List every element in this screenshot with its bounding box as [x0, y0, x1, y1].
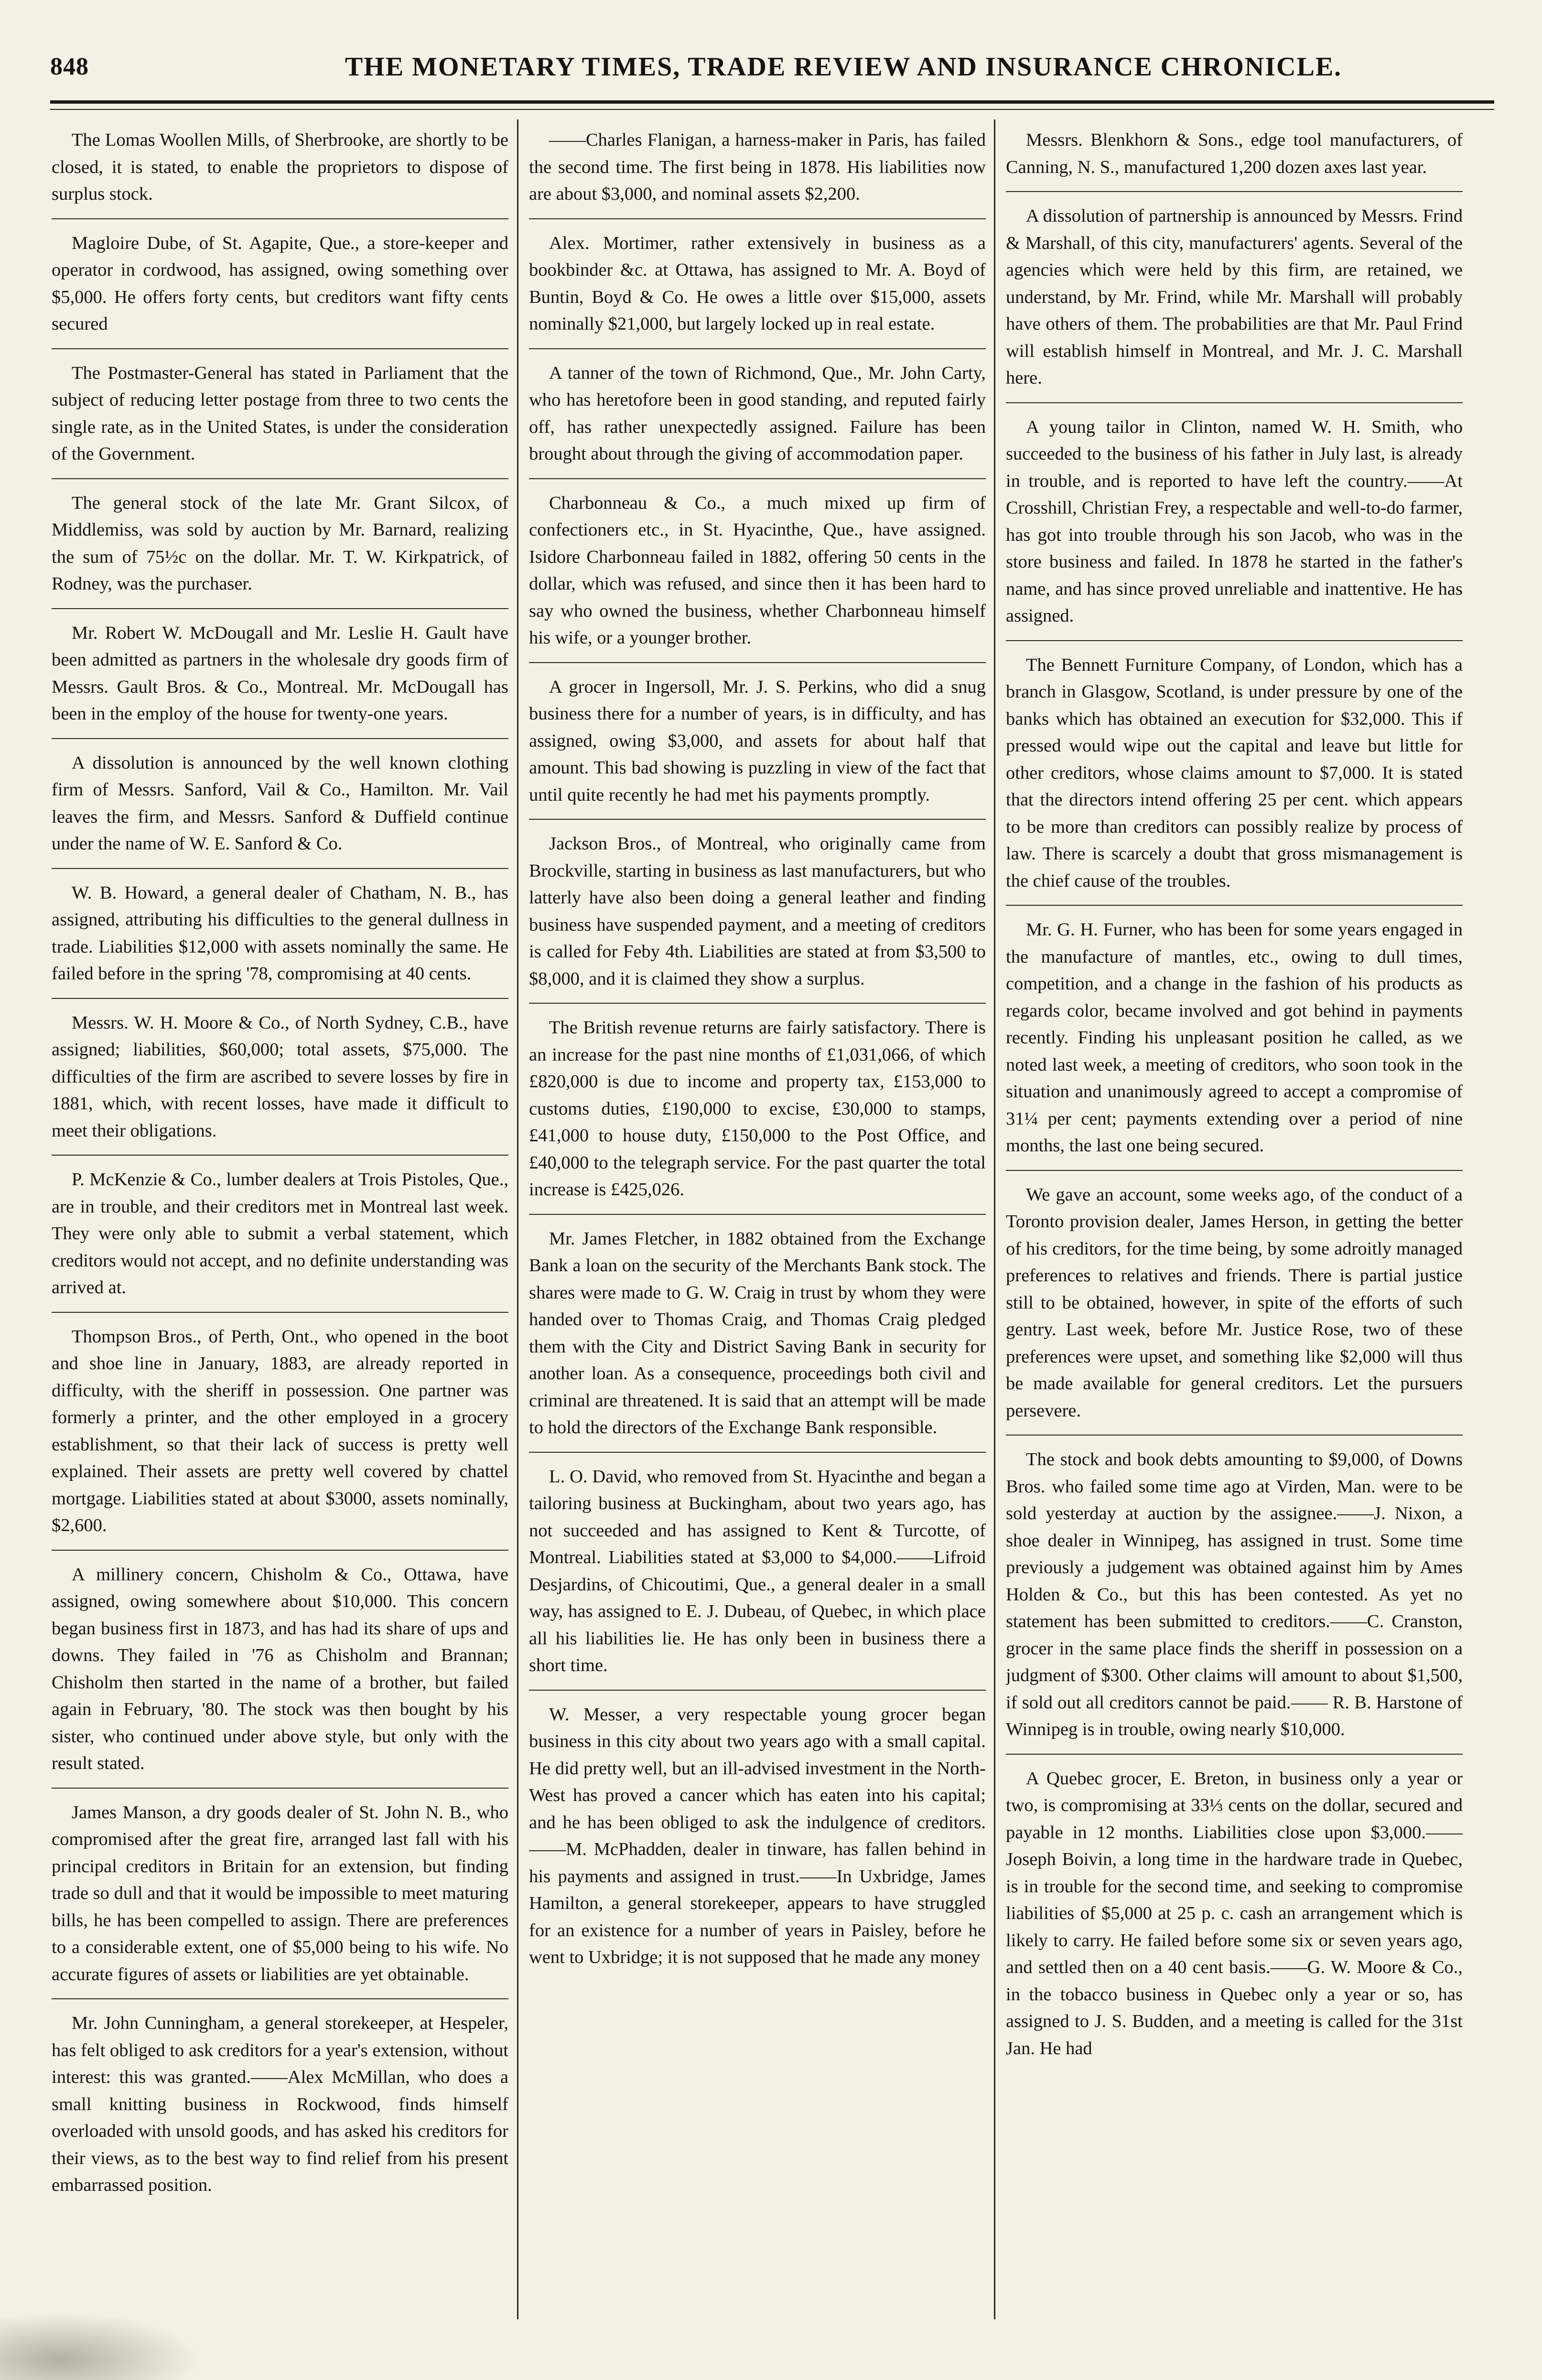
page-smudge	[0, 2312, 201, 2380]
paragraph-separator	[52, 218, 508, 219]
column-1	[52, 127, 508, 2315]
paragraph-separator	[52, 1788, 508, 1789]
running-title: THE MONETARY TIMES, TRADE REVIEW AND INSURANCE CHRONICLE.	[345, 52, 1342, 82]
article-paragraph: Mr. Robert W. McDougall and Mr. Leslie H. Gault have been admitted as partners in the wholesale dry goods firm of Messrs. Gault Bros. & Co., Montreal. Mr. McDougall has been in the employ of the house for twenty-one years.	[52, 622, 508, 724]
article-paragraph: A Quebec grocer, E. Breton, in business only a year or two, is compromising at 33⅓ cents on the dollar, secured and payable in 12 months. Liabilities close upon $3,000.——Joseph Boivin, a long time in the hardware trade in Quebec, is in trouble for the second time, and seeking to compromise liabilities of $5,000 at 25 p. c. cash an arrangement which is likely to carry. He failed before some six or seven years ago, and settled then on a 40 cent basis.——G. W. Moore & Co., in the tobacco business in Quebec only a year or so, has assigned to J. S. Budden, and a meeting is called for the 31st Jan. He had	[1006, 1768, 1463, 2058]
article-paragraph: The British revenue returns are fairly satisfactory. There is an increase for the past nine months of £1,031,066, of which £820,000 is due to income and property tax, £153,000 to customs duties, £190,000 to excise, £30,000 to stamps, £41,000 to house duty, £150,000 to the Post Office, and £40,000 to the telegraph service. For the past quarter the total increase is £425,026.	[529, 1018, 986, 1200]
article-paragraph: Magloire Dube, of St. Agapite, Que., a store-keeper and operator in cordwood, has assigned, owing something over $5,000. He offers forty cents, but creditors want fifty cents secured	[52, 233, 508, 334]
article-paragraph: L. O. David, who removed from St. Hyacinthe and began a tailoring business at Buckingham, about two years ago, has not succeeded and has assigned to Kent & Turcotte, of Montreal. Liabilities stated at $3,000 to $4,000.——Lifroid Desjardins, of Chicoutimi, Que., a general dealer in a small way, has assigned to E. J. Dubeau, of Quebec, in which place all his liabilities lie. He has only been in business there a short time.	[529, 1466, 986, 1675]
article-paragraph: Mr. G. H. Furner, who has been for some years engaged in the manufacture of mantles, etc., owing to dull times, competition, and a change in the fashion of his products as regards color, became involved and got behind in payments recently. Finding his unpleasant position he called, as we noted last week, a meeting of creditors, who soon took in the situation and unanimously agreed to accept a compromise of 31¼ per cent; payments extending over a period of nine months, the last one being secured.	[1006, 920, 1463, 1156]
paragraph-separator	[52, 1550, 508, 1551]
paragraph-separator	[52, 868, 508, 869]
article-paragraph: Thompson Bros., of Perth, Ont., who opened in the boot and shoe line in January, 1883, are already reported in difficulty, with the sheriff in possession. One partner was formerly a printer, and the other employed in a grocery establishment, so that their lack of success is pretty well explained. Their assets are pretty well covered by chattel mortgage. Liabilities stated at about $3000, assets nominally, $2,600.	[52, 1326, 508, 1535]
article-paragraph: W. Messer, a very respectable young grocer began business in this city about two years ago with a small capital. He did pretty well, but an ill-advised investment in the North-West has proved a cancer which has eaten into his capital; and he has been obliged to ask the indulgence of creditors. ——M. McPhadden, dealer in tinware, has fallen behind in his payments and assigned in trust.——In Uxbridge, James Hamilton, a general storekeeper, appears to have struggled for an existence for a number of years in Paisley, before he went to Uxbridge; it is not supposed that he made any money	[529, 1704, 986, 1967]
paragraph-separator	[1006, 1435, 1463, 1436]
article-paragraph: Messrs. Blenkhorn & Sons., edge tool manufacturers, of Canning, N. S., manufactured 1,200 dozen axes last year.	[1006, 130, 1463, 177]
paragraph-separator	[529, 348, 986, 349]
paragraph-separator	[52, 348, 508, 349]
paragraph-separator	[1006, 905, 1463, 906]
page-number: 848	[50, 53, 89, 80]
paragraph-separator	[52, 998, 508, 999]
paragraph-separator	[529, 478, 986, 479]
article-paragraph: Jackson Bros., of Montreal, who originally came from Brockville, starting in business as last manufacturers, but who latterly have also been doing a general leather and finding business have suspended payment, and a meeting of creditors is called for Feby 4th. Liabilities are stated at from $3,500 to $8,000, and it is claimed they show a surplus.	[529, 834, 986, 989]
paragraph-separator	[529, 1003, 986, 1004]
paragraph-separator	[1006, 402, 1463, 403]
article-paragraph: A dissolution is announced by the well known clothing firm of Messrs. Sanford, Vail & Co., Hamilton. Mr. Vail leaves the firm, and Messrs. Sanford & Duffield continue under the name of W. E. Sanford & Co.	[52, 752, 508, 854]
article-paragraph: Charbonneau & Co., a much mixed up firm of confectioners etc., in St. Hyacinthe, Que., have assigned. Isidore Charbonneau failed in 1882, offering 50 cents in the dollar, which was refused, and since then it has been hard to say who owned the business, whether Charbonneau himself his wife, or a younger brother.	[529, 493, 986, 648]
paragraph-separator	[529, 819, 986, 820]
paragraph-separator	[52, 1998, 508, 1999]
article-paragraph: James Manson, a dry goods dealer of St. John N. B., who compromised after the great fire, arranged last fall with his principal creditors in Britain for an extension, but finding trade so dull and that it would be impossible to meet maturing bills, he has been compelled to assign. There are preferences to a considerable extent, one of $5,000 being to his wife. No accurate figures of assets or liabilities are yet obtainable.	[52, 1802, 508, 1984]
paragraph-separator	[529, 1452, 986, 1453]
article-paragraph: We gave an account, some weeks ago, of the conduct of a Toronto provision dealer, James Herson, in getting the better of his creditors, for the time being, by some adroitly managed preferences to relatives and friends. There is partial justice still to be obtained, however, in spite of the efforts of such gentry. Last week, before Mr. Justice Rose, two of these preferences were upset, and something like $2,000 will thus be made available for general creditors. Let the pursuers persevere.	[1006, 1184, 1463, 1421]
column-rule-1	[517, 119, 518, 2319]
header-rule-thin	[50, 109, 1494, 110]
column-rule-2	[994, 119, 995, 2319]
column-3	[1006, 127, 1463, 2315]
header-rule-thick	[50, 100, 1494, 104]
article-paragraph: The Postmaster-General has stated in Parliament that the subject of reducing letter postage from three to two cents the single rate, as in the United States, is under the consideration of the Government.	[52, 363, 508, 464]
article-paragraph: Messrs. W. H. Moore & Co., of North Sydney, C.B., have assigned; liabilities, $60,000; total assets, $75,000. The difficulties of the firm are ascribed to severe losses by fire in 1881, which, with recent losses, have made it difficult to meet their obligations.	[52, 1012, 508, 1141]
paragraph-separator	[52, 478, 508, 479]
article-paragraph: A grocer in Ingersoll, Mr. J. S. Perkins, who did a snug business there for a number of years, is in difficulty, and has assigned, owing $3,000, and assets for about half that amount. This bad showing is puzzling in view of the fact that until quite recently he had met his payments promptly.	[529, 676, 986, 805]
article-paragraph: Mr. James Fletcher, in 1882 obtained from the Exchange Bank a loan on the security of the Merchants Bank stock. The shares were made to G. W. Craig in trust by whom they were handed over to Thomas Craig, and Thomas Craig pledged them with the City and District Saving Bank in security for another loan. As a consequence, proceedings both civil and criminal are threatened. It is said that an attempt will be made to hold the directors of the Exchange Bank responsible.	[529, 1228, 986, 1437]
article-paragraph: The general stock of the late Mr. Grant Silcox, of Middlemiss, was sold by auction by Mr. Barnard, realizing the sum of 75½c on the dollar. Mr. T. W. Kirkpatrick, of Rodney, was the purchaser.	[52, 493, 508, 594]
article-paragraph: ——Charles Flanigan, a harness-maker in Paris, has failed the second time. The first being in 1878. His liabilities now are about $3,000, and nominal assets $2,200.	[529, 130, 986, 204]
paragraph-separator	[529, 662, 986, 663]
paragraph-separator	[52, 608, 508, 609]
article-paragraph: Mr. John Cunningham, a general storekeeper, at Hespeler, has felt obliged to ask creditors for a year's extension, without interest: this was granted.——Alex McMillan, who does a small knitting business in Rockwood, finds himself overloaded with unsold goods, and has asked his creditors for their views, as to the best way to find relief from his present embarrassed position.	[52, 2013, 508, 2195]
article-paragraph: Alex. Mortimer, rather extensively in business as a bookbinder &c. at Ottawa, has assigned to Mr. A. Boyd of Buntin, Boyd & Co. He owes a little over $15,000, assets nominally $21,000, but largely locked up in real estate.	[529, 233, 986, 334]
column-2	[529, 127, 986, 2315]
paragraph-separator	[52, 738, 508, 739]
paragraph-separator	[52, 1312, 508, 1313]
paragraph-separator	[1006, 1170, 1463, 1171]
article-paragraph: P. McKenzie & Co., lumber dealers at Trois Pistoles, Que., are in trouble, and their creditors met in Montreal last week. They were only able to submit a verbal statement, which creditors would not accept, and no definite understanding was arrived at.	[52, 1169, 508, 1297]
paragraph-separator	[52, 1155, 508, 1156]
paragraph-separator	[1006, 640, 1463, 641]
article-paragraph: The Lomas Woollen Mills, of Sherbrooke, are shortly to be closed, it is stated, to enable the proprietors to dispose of surplus stock.	[52, 130, 508, 204]
article-paragraph: A young tailor in Clinton, named W. H. Smith, who succeeded to the business of his father in July last, is already in trouble, and is reported to have left the country.——At Crosshill, Christian Frey, a respectable and well-to-do farmer, has got into trouble through his son Jacob, who was in the store business and failed. In 1878 he started in the father's name, and has since proved unreliable and inattentive. He has assigned.	[1006, 417, 1463, 626]
article-paragraph: W. B. Howard, a general dealer of Chatham, N. B., has assigned, attributing his difficulties to the general dullness in trade. Liabilities $12,000 with assets nominally the same. He failed before in the spring '78, compromising at 40 cents.	[52, 882, 508, 984]
paragraph-separator	[1006, 1754, 1463, 1755]
article-paragraph: The Bennett Furniture Company, of London, which has a branch in Glasgow, Scotland, is under pressure by one of the banks which has obtained an execution for $32,000. This if pressed would wipe out the capital and leave but little for other creditors, whose claims amount to $7,000. It is stated that the directors intend offering 25 per cent. which appears to be more than creditors can possibly realize by process of law. There is scarcely a doubt that gross mismanagement is the chief cause of the troubles.	[1006, 654, 1463, 891]
paragraph-separator	[529, 1214, 986, 1215]
paragraph-separator	[529, 218, 986, 219]
article-paragraph: The stock and book debts amounting to $9,000, of Downs Bros. who failed some time ago at Virden, Man. were to be sold yesterday at auction by the assignee.——J. Nixon, a shoe dealer in Winnipeg, has assigned in trust. Some time previously a judgement was obtained against him by Ames Holden & Co., but this has been contested. As yet no statement has been submitted to creditors.——C. Cranston, grocer in the same place finds the sheriff in possession on a judgment of $300. Other claims will amount to about $1,500, if sold out all creditors cannot be paid.—— R. B. Harstone of Winnipeg is in trouble, owing nearly $10,000.	[1006, 1449, 1463, 1739]
article-paragraph: A millinery concern, Chisholm & Co., Ottawa, have assigned, owing somewhere about $10,000. This concern began business first in 1873, and has had its share of ups and downs. They failed in '76 as Chisholm and Brannan; Chisholm then started in the name of a brother, but failed again in February, '80. The stock was then bought by his sister, who continued under above style, but only with the result stated.	[52, 1564, 508, 1773]
article-paragraph: A tanner of the town of Richmond, Que., Mr. John Carty, who has heretofore been in good standing, and reputed fairly off, has rather unexpectedly assigned. Failure has been brought about through the giving of accommodation paper.	[529, 363, 986, 464]
paragraph-separator	[1006, 191, 1463, 192]
paragraph-separator	[529, 1690, 986, 1691]
article-paragraph: A dissolution of partnership is announced by Messrs. Frind & Marshall, of this city, manufacturers' agents. Several of the agencies which were held by this firm, are retained, we understand, by Mr. Frind, while Mr. Marshall will probably have others of them. The probabilities are that Mr. Paul Frind will establish himself in Montreal, and Mr. J. C. Marshall here.	[1006, 206, 1463, 388]
